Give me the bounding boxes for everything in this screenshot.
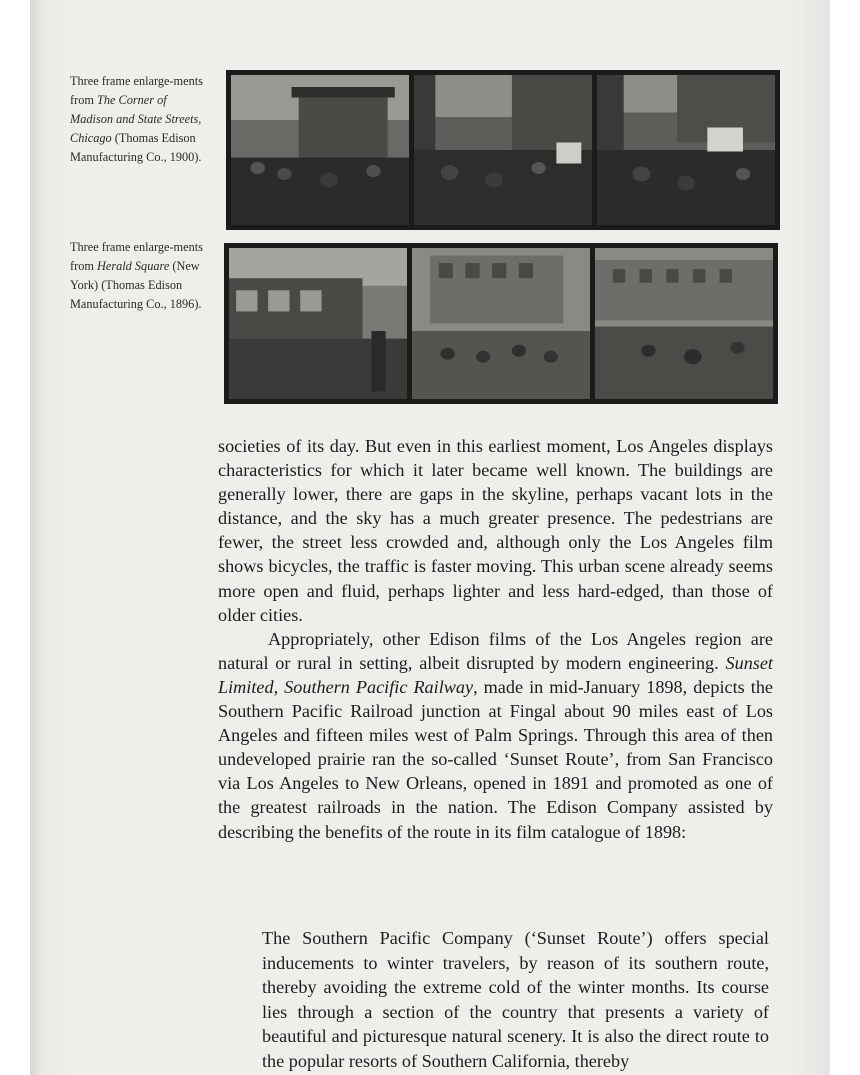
film-frame-3	[597, 75, 775, 225]
film-frame-2	[414, 75, 592, 225]
caption-text: Three frame enlarge-ments from	[70, 74, 203, 107]
caption-text: (Thomas Edison Manufacturing Co., 1900).	[70, 131, 202, 164]
film-title: Sunset Limited, Southern Pacific Railway	[218, 652, 773, 697]
film-strip-herald-square	[224, 243, 778, 404]
caption-film-title: The Corner of Madison and State Streets, Chicago	[70, 93, 202, 145]
film-frame-1	[231, 75, 409, 225]
body-paragraph-2	[218, 627, 773, 844]
film-frame-3	[595, 248, 773, 399]
film-frame-2	[412, 248, 590, 399]
book-page	[30, 0, 830, 1075]
film-frame-1	[229, 248, 407, 399]
caption-text: Three frame enlarge-ments from	[70, 240, 203, 273]
paragraph-text: Appropriately, other Edison films of the Los Angeles region are natural or rural in setting, albeit disrupted by modern engineering.	[218, 628, 773, 673]
body-text	[218, 434, 773, 844]
caption-text: (New York) (Thomas Edison Manufacturing Co., 1896).	[70, 259, 202, 311]
paragraph-text: , made in mid-January 1898, depicts the Southern Pacific Railroad junction at Fingal about 90 miles east of Los Angeles and fifteen miles west of Palm Springs. Through this area of then undeveloped prairie ran the so-called ‘Sunset Route’, from San Francisco via Los Angeles to New Orleans, opened in 1891 and promoted as one of the greatest railroads in the nation. The Edison Company assisted by describing the benefits of the route in its film catalogue of 1898:	[218, 676, 773, 842]
block-quote: The Southern Pacific Company (‘Sunset Route’) offers special inducements to winter travelers, by reason of its southern route, thereby avoiding the extreme cold of the winter months. Its course lies through a section of the country that presents a variety of beautiful and picturesque natural scenery. It is also the direct route to the popular resorts of Southern California, thereby	[262, 928, 769, 1071]
caption-film-title: Herald Square	[96, 259, 170, 273]
figure-caption-herald-square	[70, 238, 210, 314]
figure-caption-chicago	[70, 72, 210, 167]
body-paragraph-1: societies of its day. But even in this earliest moment, Los Angeles displays characteristics for which it later became well known. The buildings are generally lower, there are gaps in the skyline, perhaps vacant lots in the distance, and the sky has a much greater presence. The pedestrians are fewer, the street less crowded and, although only the Los Angeles film shows bicycles, the traffic is faster moving. This urban scene already seems more open and fluid, perhaps lighter and less hard-edged, than those of older cities.	[218, 436, 773, 625]
film-strip-chicago	[226, 70, 780, 230]
